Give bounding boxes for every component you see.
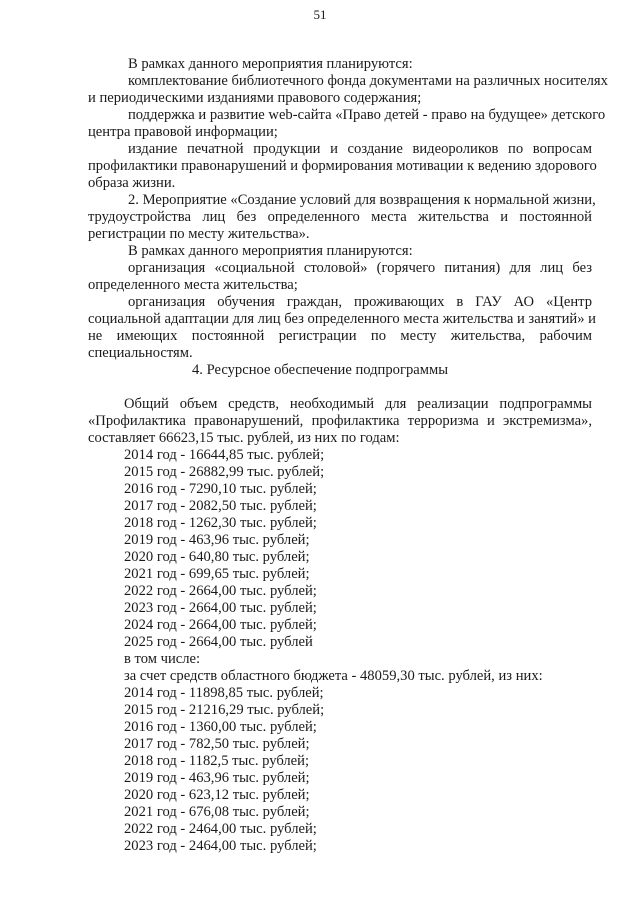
year-line: 2025 год - 2664,00 тыс. рублей [124, 634, 313, 650]
intro-item-line: профилактики правонарушений и формирования мотивации к ведению здорового [88, 158, 597, 174]
section-paragraph-line: Общий объем средств, необходимый для реализации подпрограммы [124, 396, 592, 412]
intro-item-line: издание печатной продукции и создание видеороликов по вопросам [128, 141, 592, 157]
regional-year-line: 2016 год - 1360,00 тыс. рублей; [124, 719, 317, 735]
measure2-planned: В рамках данного мероприятия планируются: [128, 243, 413, 259]
intro-item-line: комплектование библиотечного фонда документами на различных носителях [128, 73, 608, 89]
regional-year-line: 2019 год - 463,96 тыс. рублей; [124, 770, 310, 786]
regional-year-line: 2022 год - 2464,00 тыс. рублей; [124, 821, 317, 837]
section-paragraph-line: «Профилактика правонарушений, профилактика терроризма и экстремизма», [88, 413, 592, 429]
year-line: 2017 год - 2082,50 тыс. рублей; [124, 498, 317, 514]
year-line: 2021 год - 699,65 тыс. рублей; [124, 566, 310, 582]
measure2-item-line: социальной адаптации для лиц без определенного места жительства и занятий» и [88, 311, 596, 327]
intro-item-line: поддержка и развитие web-сайта «Право детей - право на будущее» детского [128, 107, 606, 123]
year-line: 2014 год - 16644,85 тыс. рублей; [124, 447, 325, 463]
measure2-item-line: не имеющих постоянной регистрации по месту жительства, рабочим [88, 328, 592, 344]
measure2-item-line: определенного места жительства; [88, 277, 298, 293]
year-line: 2016 год - 7290,10 тыс. рублей; [124, 481, 317, 497]
year-line: 2015 год - 26882,99 тыс. рублей; [124, 464, 325, 480]
measure2-item-line: организация обучения граждан, проживающих в ГАУ АО «Центр [128, 294, 592, 310]
intro-item-line: и периодическими изданиями правового содержания; [88, 90, 422, 106]
intro-item-line: центра правовой информации; [88, 124, 278, 140]
including-label: в том числе: [124, 651, 201, 667]
measure2-line: трудоустройства лиц без определенного места жительства и постоянной [88, 209, 592, 225]
regional-year-line: 2020 год - 623,12 тыс. рублей; [124, 787, 310, 803]
section-title: 4. Ресурсное обеспечение подпрограммы [191, 362, 448, 378]
intro-item-line: образа жизни. [88, 175, 176, 191]
measure2-item-line: специальностям. [88, 345, 193, 361]
regional-year-line: 2017 год - 782,50 тыс. рублей; [124, 736, 310, 752]
regional-year-line: 2018 год - 1182,5 тыс. рублей; [124, 753, 310, 769]
regional-budget-line: за счет средств областного бюджета - 48059,30 тыс. рублей, из них: [124, 668, 543, 684]
year-line: 2023 год - 2664,00 тыс. рублей; [124, 600, 317, 616]
year-line: 2022 год - 2664,00 тыс. рублей; [124, 583, 317, 599]
regional-year-line: 2021 год - 676,08 тыс. рублей; [124, 804, 310, 820]
measure2-line: регистрации по месту жительства». [88, 226, 310, 242]
regional-year-line: 2023 год - 2464,00 тыс. рублей; [124, 838, 317, 854]
intro-line: В рамках данного мероприятия планируются: [128, 56, 413, 72]
year-line: 2020 год - 640,80 тыс. рублей; [124, 549, 310, 565]
year-line: 2024 год - 2664,00 тыс. рублей; [124, 617, 317, 633]
year-line: 2018 год - 1262,30 тыс. рублей; [124, 515, 317, 531]
section-paragraph-line: составляет 66623,15 тыс. рублей, из них по годам: [88, 430, 400, 446]
regional-year-line: 2015 год - 21216,29 тыс. рублей; [124, 702, 325, 718]
regional-year-line: 2014 год - 11898,85 тыс. рублей; [124, 685, 324, 701]
year-line: 2019 год - 463,96 тыс. рублей; [124, 532, 310, 548]
measure2-item-line: организация «социальной столовой» (горячего питания) для лиц без [128, 260, 592, 276]
measure2-line: 2. Мероприятие «Создание условий для возвращения к нормальной жизни, [128, 192, 596, 208]
page-number: 51 [313, 7, 327, 22]
